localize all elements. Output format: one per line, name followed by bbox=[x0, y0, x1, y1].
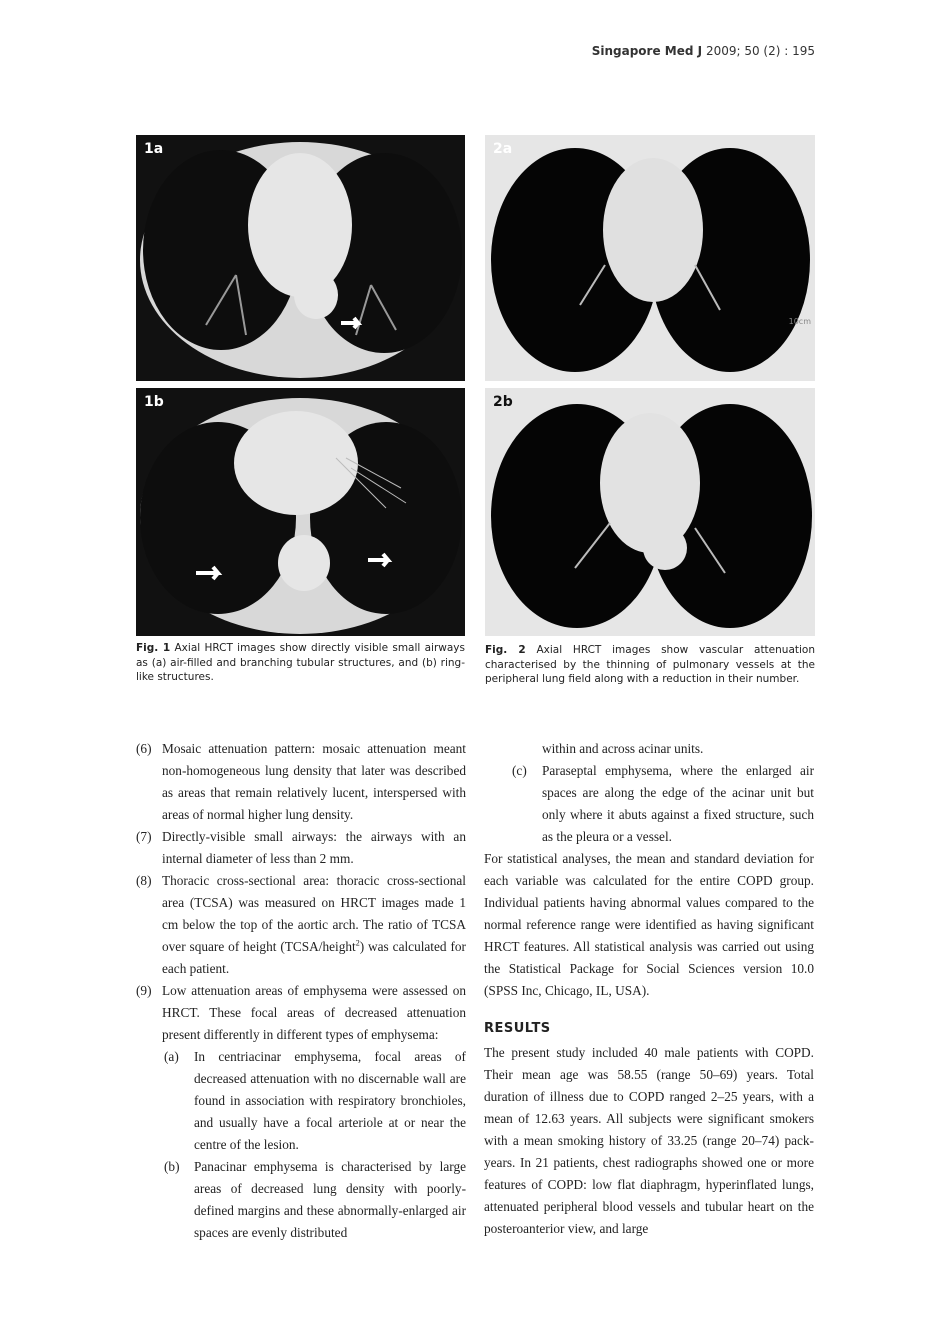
paragraph: For statistical analyses, the mean and standard deviation for each variable was calculated for the entire COPD group. Individual patients having abnormal values compared to the normal reference range were identified as having significant HRCT features. All statistical analysis was carried out using the Statistical Package for Social Sciences version 10.0 (SPSS Inc, Chicago, IL, USA). bbox=[484, 851, 814, 998]
right-column bbox=[484, 738, 814, 1240]
panel-label-2b: 2b bbox=[493, 394, 513, 410]
section-heading: RESULTS bbox=[484, 1021, 551, 1036]
figure-2-text: Axial HRCT images show vascular attenuation characterised by the thinning of pulmonary vessels at the peripheral lung field along with a reduction in their number. bbox=[485, 644, 815, 686]
figure-2-label: Fig. 2 bbox=[485, 644, 526, 656]
sub-list-item: (a) In centriacinar emphysema, focal areas of decreased attenuation with no discernable wall are found in association with respiratory bronchioles, and usually have a focal arteriole at or near the centre of the lesion. bbox=[164, 1049, 466, 1152]
citation: 2009; 50 (2) : 195 bbox=[705, 44, 815, 58]
scale-label: 10cm bbox=[788, 317, 811, 326]
sub-list-item: (c) Paraseptal emphysema, where the enlarged air spaces are along the edge of the acinar unit but only where it abuts against a fixed structure, such as the pleura or a vessel. bbox=[512, 763, 814, 844]
list-item: (6) Mosaic attenuation pattern: mosaic attenuation meant non-homogeneous lung density that later was described as areas that remain relatively lucent, interspersed with areas of normal higher lung density. bbox=[136, 741, 466, 822]
left-column bbox=[136, 738, 466, 1244]
running-header bbox=[592, 44, 815, 58]
list-item: (7) Directly-visible small airways: the airways with an internal diameter of less than 2 mm. bbox=[136, 829, 466, 866]
figure-1-text: Axial HRCT images show directly visible small airways as (a) air-filled and branching tubular structures, and (b) ring-like structures. bbox=[136, 642, 465, 684]
figure-2-caption bbox=[485, 643, 815, 687]
paragraph: The present study included 40 male patients with COPD. Their mean age was 58.55 (range 50–69) years. Total duration of illness due to COPD ranged 2–25 years, with a mean of 12.63 years. All subjects were significant smokers with a mean smoking history of 33.25 (range 20–74) pack-years. In 21 patients, chest radiographs showed one or more features of COPD: low flat diaphragm, hyperinflated lungs, attenuated peripheral blood vessels and tubular heart on the posteroanterior view, and large bbox=[484, 1045, 814, 1236]
sub-list-item: (b) Panacinar emphysema is characterised by large areas of decreased lung density with poorly-defined margins and these abnormally-enlarged air spaces are evenly distributed bbox=[164, 1159, 466, 1240]
ct-image-1a bbox=[136, 135, 465, 381]
panel-label-1b: 1b bbox=[144, 394, 164, 410]
figure-1-label: Fig. 1 bbox=[136, 642, 171, 654]
list-item: (9) Low attenuation areas of emphysema were assessed on HRCT. These focal areas of decreased attenuation present differently in different types of emphysema: bbox=[136, 983, 466, 1042]
ct-image-1b bbox=[136, 388, 465, 636]
panel-label-2a: 2a bbox=[493, 141, 513, 157]
list-item-continuation: within and across acinar units. bbox=[542, 741, 704, 756]
ct-image-2a bbox=[485, 135, 815, 381]
journal-name: Singapore Med J bbox=[591, 44, 703, 58]
figure-1-caption bbox=[136, 641, 465, 685]
panel-label-1a: 1a bbox=[144, 141, 164, 157]
list-item: (8) Thoracic cross-sectional area: thoracic cross-sectional area (TCSA) was measured on HRCT images made 1 cm below the top of the aortic arch. The ratio of TCSA over square of height (TCSA/height$^2$) was calculated for each patient. bbox=[136, 873, 466, 976]
ct-image-2b bbox=[485, 388, 815, 636]
